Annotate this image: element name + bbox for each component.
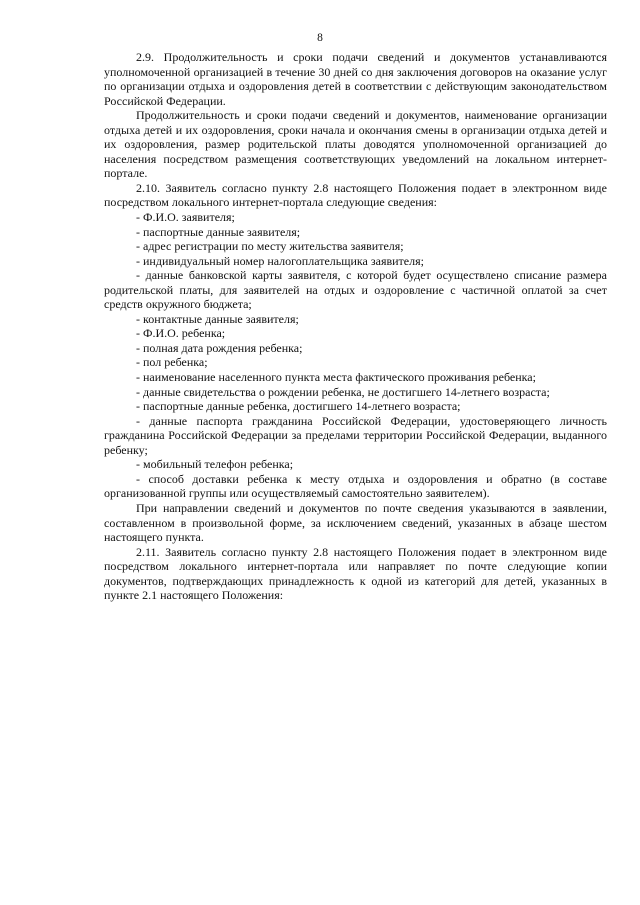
page-number: 8 [317,32,323,44]
paragraph-2-10: 2.10. Заявитель согласно пункту 2.8 настоящего Положения подает в электронном виде посредством локального интернет-портала следующие сведения: [104,180,607,210]
list-item: - паспортные данные заявителя; [136,224,301,239]
paragraph-deadlines-info: Продолжительность и сроки подачи сведений и документов, наименование организации отдыха детей и их оздоровления, сроки начала и окончания смены в организации отдыха детей и их оздоровления, размер родительской платы доводятся уполномоченной организацией до населения посредством размещения соответствующих уведомлений на локальном интернет-портале. [104,108,607,181]
list-item: - полная дата рождения ребенка; [136,340,303,355]
list-item: - данные паспорта гражданина Российской Федерации, удостоверяющего личность гражданина Российской Федерации за пределами территории Российской Федерации, выданного ребенку; [104,413,607,457]
document-body [104,50,607,603]
list-item: - индивидуальный номер налогоплательщика заявителя; [136,253,424,268]
paragraph-postal-submission: При направлении сведений и документов по почте сведения указываются в заявлении, составленном в произвольной форме, за исключением сведений, указанных в абзаце шестом настоящего пункта. [104,500,607,545]
paragraph-2-11: 2.11. Заявитель согласно пункту 2.8 настоящего Положения подает в электронном виде посредством локального интернет-портала или направляет по почте следующие копии документов, подтверждающих принадлежность к одной из категорий для детей, указанных в пункте 2.1 настоящего Положения: [104,544,607,603]
list-item: - Ф.И.О. ребенка; [136,326,226,341]
list-item: - данные банковской карты заявителя, с которой будет осуществлено списание размера родительской платы, для заявителей на отдых и оздоровление с частичной оплатой за счет средств окружного бюджета; [104,268,607,312]
list-item: - данные свидетельства о рождении ребенка, не достигшего 14-летнего возраста; [136,384,550,399]
list-item: - способ доставки ребенка к месту отдыха и оздоровления и обратно (в составе организованной группы или осуществляемый самостоятельно заявителем). [104,471,607,501]
paragraph-2-9: 2.9. Продолжительность и сроки подачи сведений и документов устанавливаются уполномоченной организацией в течение 30 дней со дня заключения договоров на оказание услуг по организации отдыха и оздоровления детей в соответствии с действующим законодательством Российской Федерации. [104,50,607,108]
list-item: - паспортные данные ребенка, достигшего 14-летнего возраста; [136,399,461,414]
list-item: - контактные данные заявителя; [136,311,299,326]
list-item: - мобильный телефон ребенка; [136,457,294,472]
list-item: - адрес регистрации по месту жительства заявителя; [136,239,404,254]
list-item: - наименование населенного пункта места фактического проживания ребенка; [136,370,536,385]
list-item: - пол ребенка; [136,355,208,370]
list-item: - Ф.И.О. заявителя; [136,210,235,225]
